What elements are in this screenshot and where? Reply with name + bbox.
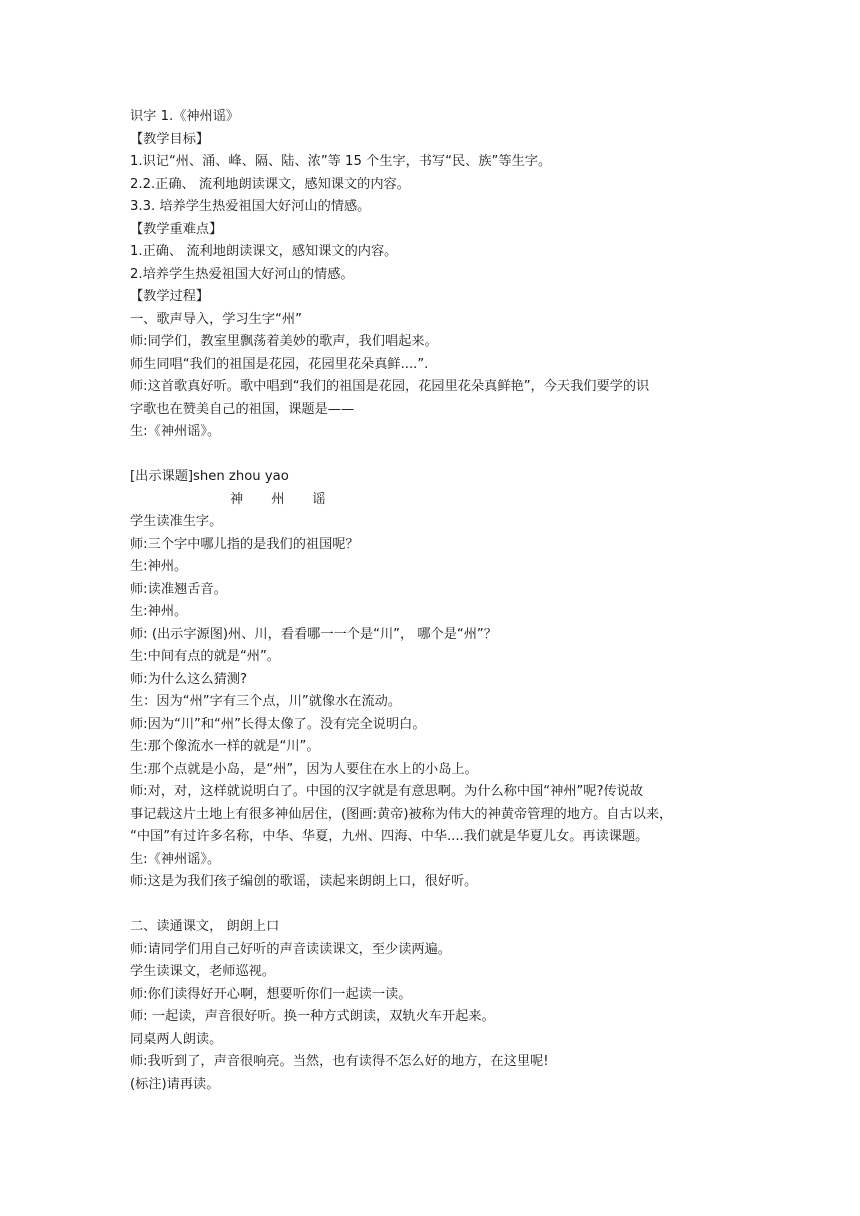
text-line: 生:中间有点的就是“州”。 (130, 649, 280, 664)
lesson-title-characters (130, 489, 740, 512)
text-line: 2.培养学生热爱祖国大好河山的情感。 (130, 266, 354, 282)
text-line: 师:读准翘舌音。 (130, 581, 227, 597)
text-line: 师:为什么这么猜测? (130, 671, 247, 687)
title-character: 谣 (312, 491, 326, 507)
text-line: 同桌两人朗读。 (130, 1031, 223, 1047)
text-line: 二、读通课文， 朗朗上口 (130, 919, 280, 934)
text-line: 【教学过程】 (130, 289, 210, 304)
text-line: 生:神州。 (130, 604, 188, 619)
text-line: [出示课题]shen zhou yao (130, 469, 289, 484)
text-line: 1.正确、 流利地朗读课文，感知课文的内容。 (130, 244, 398, 259)
text-line: 师:对，对，这样就说明白了。中国的汉字就是有意思啊。为什么称中国“神州”呢?传说故 (130, 784, 644, 799)
text-line: 事记载这片土地上有很多神仙居住，(图画:黄帝)被称为伟大的神黄帝管理的地方。自古以来， (130, 806, 673, 822)
text-line: 师:请同学们用自己好听的声音读读课文，至少读两遍。 (130, 941, 451, 957)
title-character: 州 (271, 491, 285, 507)
text-line: 生:那个像流水一样的就是“川”。 (130, 739, 320, 754)
blank-line (130, 444, 740, 467)
text-line: 一、歌声导入，学习生字“州” (130, 311, 302, 327)
text-line: 【教学重难点】 (130, 221, 223, 237)
text-line: 生:神州。 (130, 559, 188, 574)
text-line: 师:因为“川”和“州”长得太像了。没有完全说明白。 (130, 716, 426, 732)
text-line: 师:这是为我们孩子编创的歌谣，读起来朗朗上口，很好听。 (130, 874, 478, 889)
text-line: (标注)请再读。 (130, 1076, 220, 1092)
text-line: 2.2.正确、 流利地朗读课文，感知课文的内容。 (130, 176, 410, 192)
text-line: 生:《神州谣》。 (130, 424, 221, 439)
text-line: 生:《神州谣》。 (130, 851, 221, 867)
text-line: 3.3. 培养学生热爱祖国大好河山的情感。 (130, 199, 371, 214)
text-line: 【教学目标】 (130, 131, 210, 147)
text-line: 生:那个点就是小岛，是“州”，因为人要住在水上的小岛上。 (130, 761, 478, 777)
title-character: 神 (230, 491, 244, 507)
document-body (130, 106, 740, 1096)
text-line: 师: (出示字源图)州、川，看看哪一一个是“川”， 哪个是“州”？ (130, 626, 497, 642)
blank-line (130, 894, 740, 917)
text-line: 学生读课文，老师巡视。 (130, 964, 276, 979)
text-line: 师:你们读得好开心啊，想要听你们一起读一读。 (130, 986, 412, 1002)
text-line: 师: 一起读，声音很好听。换一种方式朗读，双轨火车开起来。 (130, 1009, 495, 1024)
text-line: 1.识记“州、涌、峰、隔、陆、浓”等 15 个生字，书写“民、族”等生字。 (130, 154, 552, 169)
text-line: 师:同学们，教室里飘荡着美妙的歌声，我们唱起来。 (130, 334, 438, 349)
text-line: 生：因为“州”字有三个点，川”就像水在流动。 (130, 694, 402, 709)
text-line: 师:我听到了，声音很响亮。当然，也有读得不怎么好的地方，在这里呢! (130, 1054, 549, 1069)
text-line: 师生同唱“我们的祖国是花园，花园里花朵真鲜....”. (130, 356, 429, 372)
text-line: 师:三个字中哪儿指的是我们的祖国呢？ (130, 536, 359, 552)
text-line: “中国”有过许多名称，中华、华夏，九州、四海、中华....我们就是华夏儿女。再读课题。 (130, 829, 649, 844)
text-line: 学生读准生字。 (130, 514, 223, 529)
text-line: 识字 1.《神州谣》 (130, 109, 240, 124)
text-line: 师:这首歌真好听。歌中唱到“我们的祖国是花园，花园里花朵真鲜艳”，今天我们要学的识 (130, 379, 650, 394)
text-line: 字歌也在赞美自己的祖国，课题是—— (130, 401, 355, 417)
